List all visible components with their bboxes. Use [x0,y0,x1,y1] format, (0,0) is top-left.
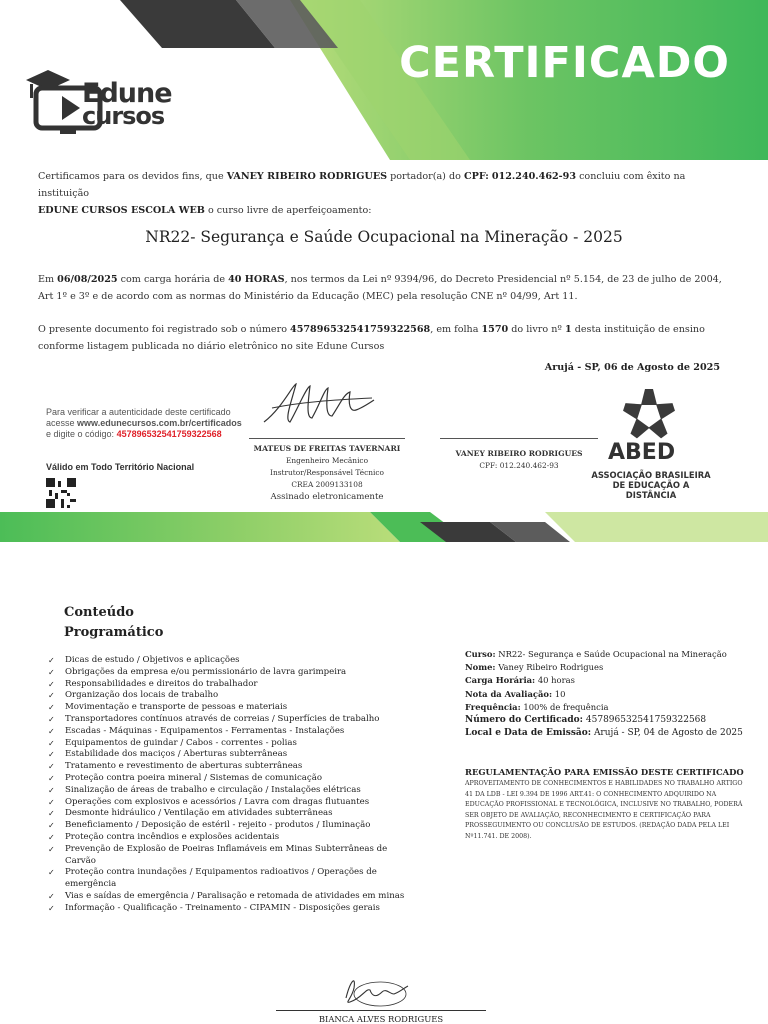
signature-left: MATEUS DE FREITAS TAVERNARI Engenheiro Mecânico Instrutor/Responsável Técnico CREA 2009133108 Assinado eletronicamente [232,443,422,503]
check-icon: ✓ [48,714,55,724]
list-item: ✓ Beneficiamento / Deposição de estéril - rejeito - produtos / Iluminação [48,820,371,831]
content-title: Conteúdo Programático [64,605,164,640]
check-icon: ✓ [48,738,55,748]
check-icon: ✓ [48,809,55,819]
logo-text-cursos: cursos [82,102,165,130]
place-date: Arujá - SP, 06 de Agosto de 2025 [544,362,720,373]
abed-logo-icon [622,388,676,442]
signature-mark-bottom [336,968,412,1010]
course-date: 06/08/2025 [57,274,118,285]
list-item: ✓ Proteção contra poeira mineral / Sistemas de comunicação [48,772,323,783]
list-item: ✓ Sinalização de áreas de trabalho e circulação / Instalações elétricas [48,784,361,795]
check-icon: ✓ [48,797,55,807]
signature-line-left [249,438,405,439]
info-frequency: Frequência: 100% de frequência [465,701,609,712]
signature-line-right [440,438,598,439]
check-icon: ✓ [48,773,55,783]
middle-band [0,512,768,542]
list-item: ✓ Organização dos locais de trabalho [48,690,219,701]
verify-url[interactable]: www.edunecursos.com.br/certificados [77,418,242,428]
check-icon: ✓ [48,703,55,713]
logo-text-edune: Edune [82,78,172,109]
check-icon: ✓ [48,832,55,842]
abed-subtitle: ASSOCIAÇÃO BRASILEIRA DE EDUCAÇÃO A DISTÂNCIA [591,470,711,500]
institution-name: EDUNE CURSOS ESCOLA WEB [38,205,205,216]
certificate-title: CERTIFICADO [399,38,730,88]
list-item: ✓ Desmonte hidráulico / Ventilação em atividades subterrâneas [48,808,333,819]
list-item: ✓ Prevenção de Explosão de Poeiras Inflamáveis em Minas Subterrâneas de Carvão [48,843,388,866]
check-icon: ✓ [48,821,55,831]
info-hours: Carga Horária: 40 horas [465,675,575,686]
registry-paragraph: O presente documento foi registrado sob o número 457896532541759322568, em folha 1570 do livro nº 1 desta instituição de ensino conforme listagem publicada no diário eletrônico no site Edune Cursos [38,324,705,352]
check-icon: ✓ [48,750,55,760]
check-icon: ✓ [48,691,55,701]
valid-territory: Válido em Todo Território Nacional [46,462,195,472]
list-item: ✓ Movimentação e transporte de pessoas e materiais [48,702,288,713]
verify-block: Para verificar a autenticidade deste certificado acesse www.edunecursos.com.br/certificados e digite o código: 457896532541759322568 [46,407,242,439]
check-icon: ✓ [48,868,55,878]
verify-code: 457896532541759322568 [116,429,222,439]
check-icon: ✓ [48,679,55,689]
check-icon: ✓ [48,667,55,677]
info-grade: Nota da Avaliação: 10 [465,688,566,699]
check-icon: ✓ [48,785,55,795]
check-icon: ✓ [48,656,55,665]
list-item: ✓ Proteção contra inundações / Equipamentos radioativos / Operações de emergência [48,867,377,890]
list-item: ✓ Tratamento e revestimento de aberturas subterrâneas [48,761,303,772]
info-course: Curso: NR22- Segurança e Saúde Ocupacional na Mineração [465,649,727,659]
student-name: VANEY RIBEIRO RODRIGUES [226,171,388,182]
list-item: ✓ Operações com explosivos e acessórios / Lavra com dragas flutuantes [48,796,370,807]
student-cpf: 012.240.462-93 [491,171,576,182]
list-item: ✓ Proteção contra incêndios e explosões acidentais [48,831,280,842]
intro-paragraph: Certificamos para os devidos fins, que VANEY RIBEIRO RODRIGUES portador(a) do CPF: 012.240.462-93 concluiu com êxito na instituição EDUNE CURSOS ESCOLA WEB o curso livre de aperfeiçoamento: [38,171,686,216]
topics-list [48,655,408,915]
list-item: ✓ Transportadores contínuos através de correias / Superfícies de trabalho [48,713,380,724]
info-name: Nome: Vaney Ribeiro Rodrigues [465,662,604,673]
qr-code-icon [46,478,76,508]
check-icon: ✓ [48,903,55,913]
check-icon: ✓ [48,762,55,772]
signature-mark-left [262,378,382,434]
check-icon: ✓ [48,726,55,736]
info-place-date: Local e Data de Emissão: Arujá - SP, 04 de Agosto de 2025 [465,728,743,739]
list-item: ✓ Responsabilidades e direitos do trabalhador [48,678,258,689]
check-icon: ✓ [48,844,55,854]
legal-paragraph: Em 06/08/2025 com carga horária de 40 HORAS, nos termos da Lei nº 9394/96, do Decreto Presidencial nº 5.154, de 23 de julho de 2004, Art 1º e 3º e de acordo com as normas do Ministério da Educação (MEC) pela resolução CNE nº 04/99, Art 11. [38,274,722,302]
course-info [465,648,745,740]
list-item: ✓ Obrigações da empresa e/ou permissionário de lavra garimpeira [48,666,347,677]
signature-line-bottom [276,1010,486,1011]
list-item: ✓ Vias e saídas de emergência / Paralisação e retomada de atividades em minas [48,890,405,901]
bottom-signature-name: BIANCA ALVES RODRIGUES [318,1014,444,1024]
check-icon: ✓ [48,891,55,901]
signature-right: VANEY RIBEIRO RODRIGUES CPF: 012.240.462-93 [455,449,583,470]
info-certificate-number: Número do Certificado: 457896532541759322568 [465,715,707,726]
course-hours: 40 HORAS [228,274,285,285]
list-item: ✓ Escadas - Máquinas - Equipamentos - Ferramentas - Instalações [48,725,345,736]
regulation-title: REGULAMENTAÇÃO PARA EMISSÃO DESTE CERTIFICADO [465,767,744,777]
list-item: ✓ Estabilidade dos maciços / Aberturas subterrâneas [48,749,288,760]
regulation-text: APROVEITAMENTO DE CONHECIMENTOS E HABILIDADES NO TRABALHO ARTIGO 41 DA LDB - LEI 9.394 DE 1996 ART.41: O CONHECIMENTO ADQUIRIDO NA EDUCAÇÃO PROFISSIONAL E TECNOLÓGICA, INCLUSIVE NO TRABALHO, PODERÁ SER OBJETO DE AVALIAÇÃO, RECONHECIMENTO E CERTIFICAÇÃO PARA PROSSEGUIMENTO OU CONCLUSÃO DE ESTUDOS. (REDAÇÃO DADA PELA LEI Nº11.741. DE 2008). [465,780,743,840]
instructor-name: MATEUS DE FREITAS TAVERNARI [253,444,401,453]
list-item: ✓ Dicas de estudo / Objetivos e aplicações [48,655,240,665]
list-item: ✓ Equipamentos de guindar / Cabos - correntes - polias [48,737,297,748]
list-item: ✓ Informação - Qualificação - Treinamento - CIPAMIN - Disposições gerais [48,902,380,913]
abed-name: ABED [608,440,676,465]
registry-number: 457896532541759322568 [290,324,431,335]
course-title: NR22- Segurança e Saúde Ocupacional na Mineração - 2025 [145,228,623,246]
